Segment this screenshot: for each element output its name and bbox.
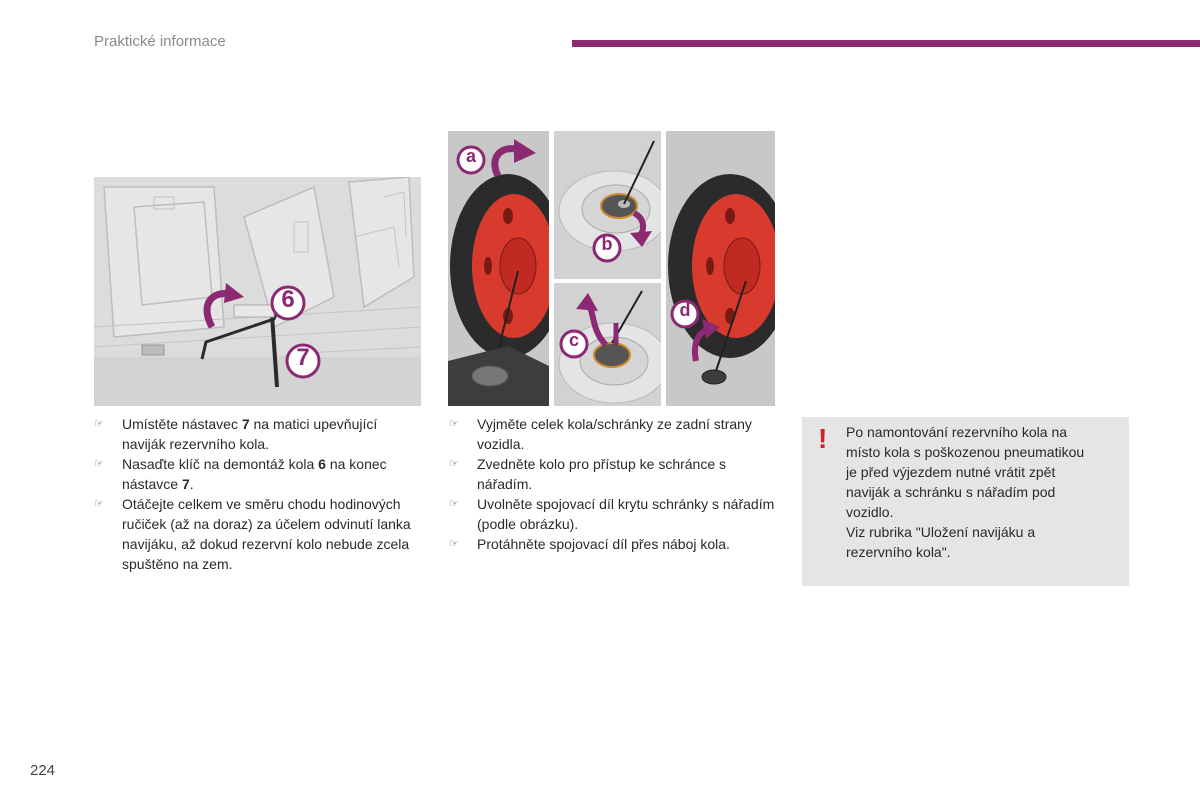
list-item: ☞ Umístěte nástavec 7 na matici upevňující naviják rezervního kola.: [94, 416, 378, 452]
list-item: ☞ Protáhněte spojovací díl přes náboj kola.: [449, 536, 730, 552]
list-item: ☞ Vyjměte celek kola/schránky ze zadní strany vozidla.: [449, 416, 752, 452]
callout-b-label: b: [601, 234, 613, 254]
list-item: ☞ Otáčejte celkem ve směru chodu hodinových ručiček (až na doraz) za účelem odvinutí lanka navijáku, až dokud rezervní kolo nebude zcela spuštěno na zem.: [94, 496, 411, 572]
list-item: ☞ Uvolněte spojovací díl krytu schránky s nářadím (podle obrázku).: [449, 496, 775, 532]
figure-step-d: [666, 131, 775, 406]
callout-7-label: 7: [296, 344, 310, 371]
pointing-hand-icon: ☞: [449, 498, 459, 510]
callout-a-label: a: [465, 146, 476, 166]
warning-box: [802, 417, 1129, 586]
pointing-hand-icon: ☞: [94, 458, 104, 470]
section-title: Praktické informace: [94, 33, 226, 50]
pointing-hand-icon: ☞: [449, 418, 459, 430]
figure-winch-tool: [94, 177, 421, 406]
instructions-list-1: [94, 414, 424, 574]
pointing-hand-icon: ☞: [94, 498, 104, 510]
figure-step-a: [448, 131, 549, 406]
callout-c-label: c: [568, 330, 579, 350]
pointing-hand-icon: ☞: [449, 538, 459, 550]
warning-text: Po namontování rezervního kola na místo kola s poškozenou pneumatikou je před výjezdem nutné vrátit zpět naviják a schránku s nářadím pod vozidlo. Viz rubrika "Uložení navijáku a rezervního kola".: [846, 424, 1085, 560]
list-item: ☞ Nasaďte klíč na demontáž kola 6 na konec nástavce 7.: [94, 456, 387, 492]
figure-step-c: [554, 283, 661, 406]
warning-icon: !: [818, 423, 828, 454]
header-accent-bar: [572, 40, 1200, 47]
pointing-hand-icon: ☞: [94, 418, 104, 430]
callout-6-label: 6: [281, 286, 295, 313]
list-item: ☞ Zvedněte kolo pro přístup ke schránce s nářadím.: [449, 456, 727, 492]
instructions-list-2: [449, 414, 779, 554]
page-number: 224: [30, 762, 56, 779]
pointing-hand-icon: ☞: [449, 458, 459, 470]
figure-step-b: [554, 131, 661, 279]
callout-d-label: d: [679, 300, 691, 320]
